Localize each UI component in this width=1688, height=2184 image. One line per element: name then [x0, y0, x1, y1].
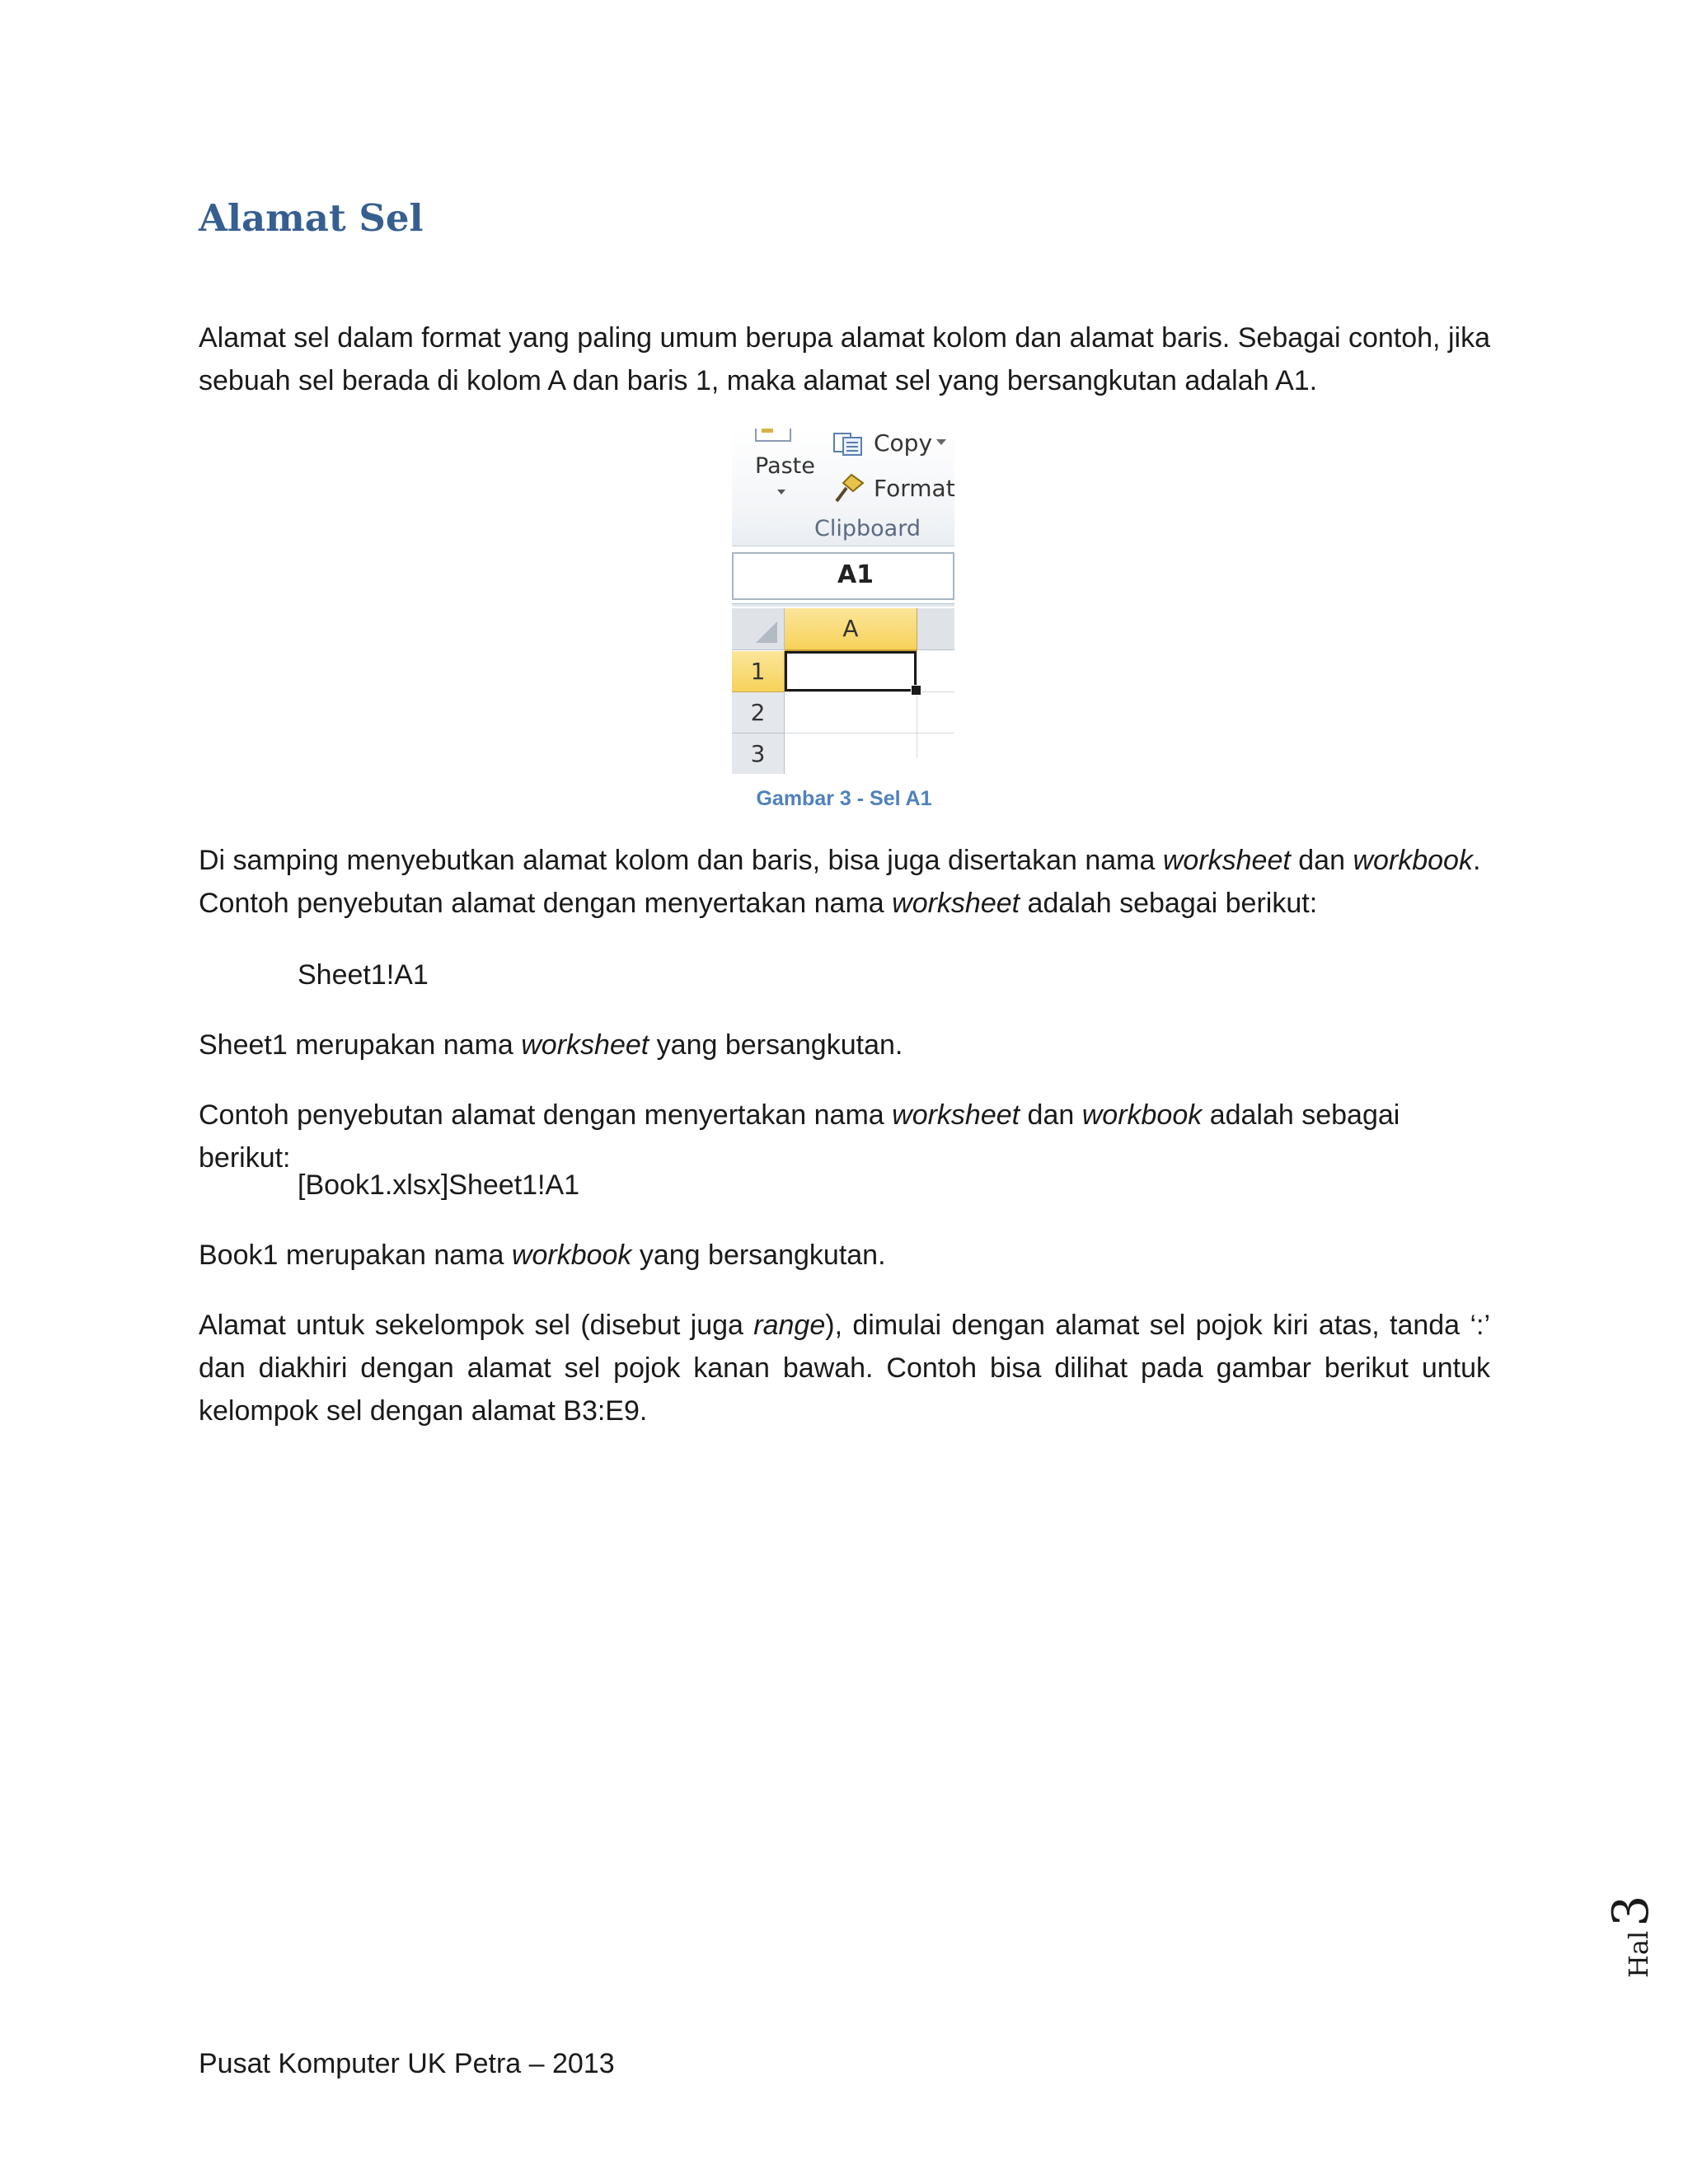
paste-dropdown-icon — [777, 490, 785, 494]
name-box — [732, 552, 954, 600]
page-footer: Pusat Komputer UK Petra – 2013 — [199, 2048, 615, 2079]
row-header-3: 3 — [732, 733, 785, 774]
copy-label: Copy — [874, 429, 933, 457]
intro-paragraph: Alamat sel dalam format yang paling umum berupa alamat kolom dan alamat baris. Sebagai contoh, jika sebuah sel berada di kolom A dan baris 1, maka alamat sel yang bersangkutan adalah A1. — [199, 322, 1490, 396]
figure-caption: Gambar 3 - Sel A1 — [756, 787, 932, 810]
paragraph-worksheet-workbook: Di samping menyebutkan alamat kolom dan baris, bisa juga disertakan nama worksheet dan workbook. Contoh penyebutan alamat dengan menyertakan nama worksheet adalah sebagai berikut: — [199, 845, 1481, 919]
row-header-1: 1 — [732, 651, 785, 692]
fill-handle — [911, 685, 921, 696]
copy-icon — [833, 433, 863, 456]
format-painter-icon — [833, 471, 866, 504]
active-cell-a1 — [785, 651, 917, 691]
example-sheet-address: Sheet1!A1 — [298, 959, 429, 991]
paste-icon — [755, 429, 791, 442]
paragraph-book1: Book1 merupakan nama workbook yang bersangkutan. — [199, 1240, 886, 1271]
clipboard-ribbon-group — [732, 429, 954, 546]
paragraph-range: Alamat untuk sekelompok sel (disebut juga range), dimulai dengan alamat sel pojok kiri atas, tanda ‘:’ dan diakhiri dengan alamat sel pojok kanan bawah. Contoh bisa dilihat pada gambar berikut untuk kelompok sel dengan alamat B3:E9. — [199, 1310, 1490, 1427]
paste-label: Paste — [755, 453, 815, 479]
paragraph-sheet1: Sheet1 merupakan nama worksheet yang bersangkutan. — [199, 1029, 903, 1061]
format-label: Format — [874, 475, 955, 502]
example-workbook-address: [Book1.xlsx]Sheet1!A1 — [298, 1169, 580, 1201]
copy-dropdown-icon — [936, 439, 946, 445]
clipboard-group-label: Clipboard — [814, 516, 921, 541]
formula-bar-divider — [732, 603, 954, 607]
excel-figure — [732, 429, 955, 767]
select-all-corner — [732, 608, 785, 650]
column-header-b — [917, 608, 954, 650]
paragraph-workbook-example: Contoh penyebutan alamat dengan menyertakan nama worksheet dan workbook adalah sebagai berikut: — [199, 1099, 1400, 1174]
gridline — [785, 691, 954, 692]
page-number-value: 3 — [1602, 1895, 1660, 1927]
column-header-a: A — [785, 608, 917, 651]
name-box-value: A1 — [837, 560, 874, 589]
page-label: Hal — [1623, 1930, 1654, 1978]
section-heading: Alamat Sel — [199, 196, 424, 240]
row-header-2: 2 — [732, 692, 785, 733]
